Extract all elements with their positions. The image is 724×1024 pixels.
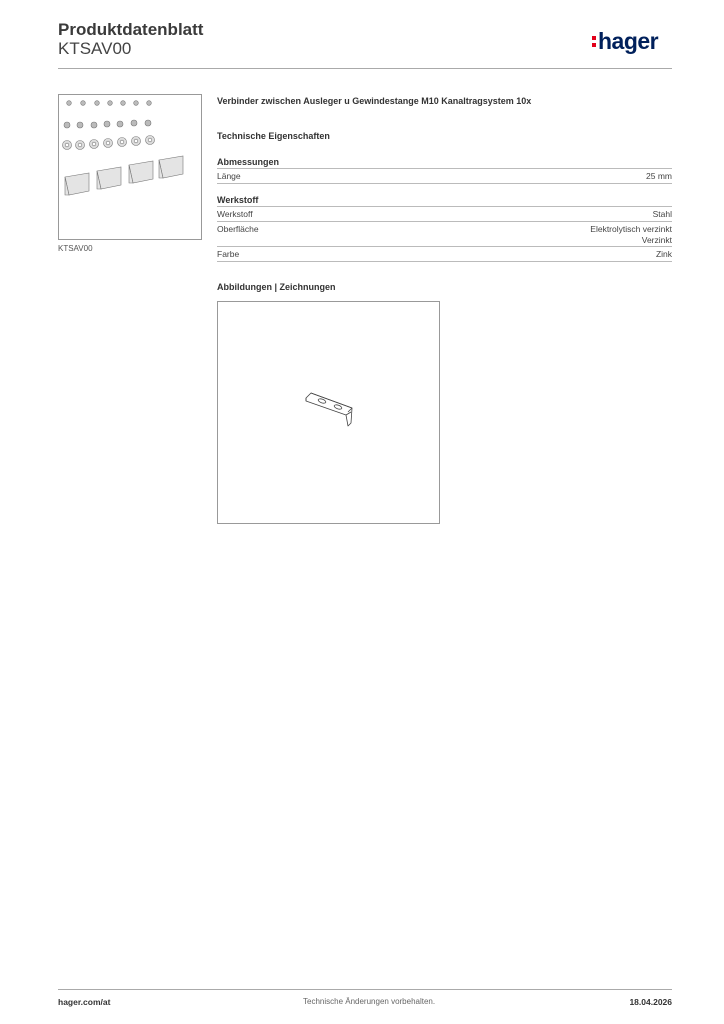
logo-dots-icon bbox=[592, 36, 596, 47]
product-image-caption: KTSAV00 bbox=[58, 244, 93, 253]
header-divider bbox=[58, 68, 672, 69]
property-label: Werkstoff bbox=[217, 209, 253, 219]
drawings-title: Abbildungen | Zeichnungen bbox=[217, 282, 336, 292]
technical-drawing bbox=[217, 301, 440, 524]
divider bbox=[217, 221, 672, 222]
hager-logo[interactable] bbox=[592, 28, 658, 55]
footer-date: 18.04.2026 bbox=[629, 997, 672, 1007]
divider bbox=[217, 168, 672, 169]
property-value: Stahl bbox=[652, 209, 672, 219]
property-label: Oberfläche bbox=[217, 224, 259, 234]
property-value: 25 mm bbox=[646, 171, 672, 181]
product-description: Verbinder zwischen Ausleger u Gewindestange M10 Kanaltragsystem 10x bbox=[217, 96, 532, 106]
product-image bbox=[58, 94, 202, 240]
group-title-dimensions: Abmessungen bbox=[217, 157, 280, 167]
footer-divider bbox=[58, 989, 672, 990]
bracket-drawing-icon bbox=[218, 302, 439, 523]
group-title-material: Werkstoff bbox=[217, 195, 259, 205]
footer-notice: Technische Änderungen vorbehalten. bbox=[303, 997, 436, 1006]
bolts-row bbox=[67, 101, 152, 106]
property-value: Zink bbox=[655, 249, 672, 259]
property-row-length bbox=[217, 171, 672, 182]
logo-text: hager bbox=[598, 28, 659, 54]
divider bbox=[217, 206, 672, 207]
property-row-color bbox=[217, 249, 672, 260]
product-photo-icon bbox=[59, 95, 201, 239]
property-row-material bbox=[217, 209, 672, 220]
divider bbox=[217, 246, 672, 247]
property-row-surface bbox=[217, 224, 672, 246]
document-title: Produktdatenblatt bbox=[58, 20, 204, 39]
footer-website-link[interactable]: hager.com/at bbox=[58, 997, 111, 1007]
property-value-line: Verzinkt bbox=[641, 235, 672, 245]
tech-properties-title: Technische Eigenschaften bbox=[217, 131, 330, 141]
property-label: Farbe bbox=[217, 249, 240, 259]
property-value bbox=[590, 224, 672, 246]
divider bbox=[217, 183, 672, 184]
article-number: KTSAV00 bbox=[58, 39, 132, 58]
divider bbox=[217, 261, 672, 262]
property-label: Länge bbox=[217, 171, 241, 181]
property-value-line: Elektrolytisch verzinkt bbox=[590, 224, 672, 234]
